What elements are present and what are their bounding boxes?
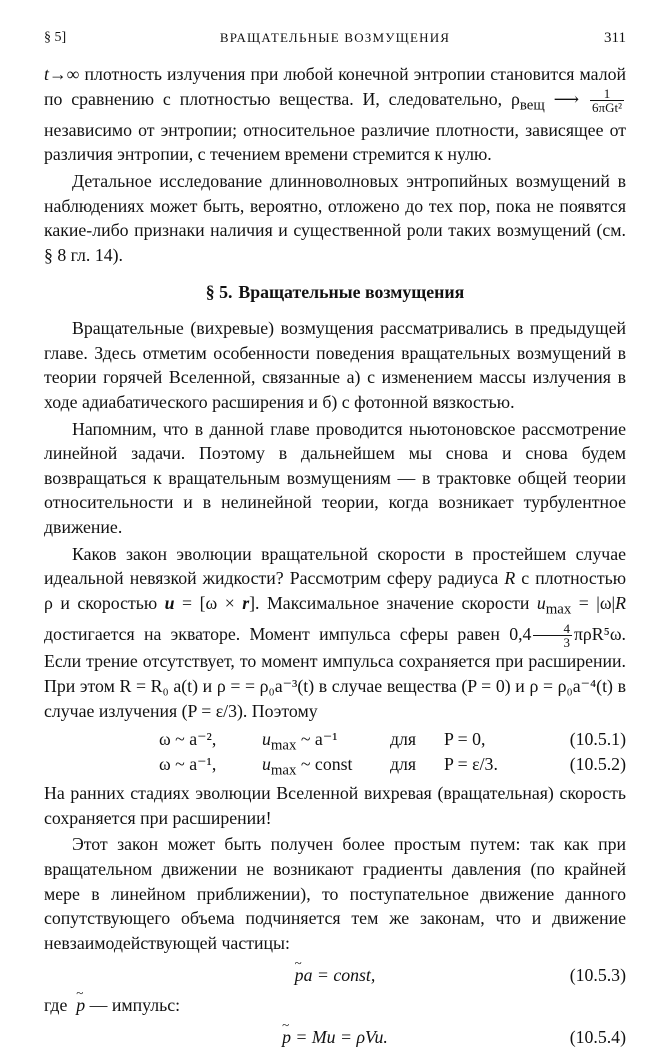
math-u-vector: u bbox=[164, 592, 175, 613]
section-heading bbox=[44, 280, 626, 304]
header-running-title: ВРАЩАТЕЛЬНЫЕ ВОЗМУЩЕНИЯ bbox=[219, 30, 451, 45]
para5-text-1: Каков закон эволюции вращательной скорости в простейшем случае идеальной невязкой жидкости? Рассмотрим сферу радиуса bbox=[44, 543, 626, 589]
eq2-number: (10.5.2) bbox=[569, 754, 626, 775]
fraction-denominator: 3 bbox=[563, 635, 570, 651]
para5-text-7: πρR⁵ω. Если трение отсутствует, то момент импульса сохраняется при расширении. При этом R = R₀ a(t) и ρ = = ρ₀a⁻³(t) в случае вещества (P = 0) и ρ = ρ₀a⁻⁴(t) в случае излучения (P = ε/3). Поэтому bbox=[44, 623, 626, 721]
eq2-for: для bbox=[390, 754, 417, 775]
fraction-4-over-3 bbox=[533, 622, 572, 649]
eq1-u: u bbox=[262, 729, 271, 750]
paragraph-continued bbox=[44, 62, 626, 167]
fraction-1-over-6piGt2 bbox=[590, 87, 624, 114]
subscript-max: max bbox=[545, 601, 572, 618]
para1-text-b: независимо от энтропии; относительное различие плотности, зависящее от различия энтропии, с течением времени стремится к нулю. bbox=[44, 119, 626, 165]
math-r-vector: r bbox=[242, 592, 250, 613]
math-p-tilde-2: ~ p bbox=[76, 993, 85, 1018]
paragraph-rotational-intro: Вращательные (вихревые) возмущения рассматривались в предыдущей главе. Здесь отметим особенности поведения вращательных возмущений в теории горячей Вселенной, связанные а) с изменением массы излучения в ходе адиабатического расширения и б) с фотонной вязкостью. bbox=[44, 318, 626, 413]
where-line bbox=[44, 993, 626, 1019]
where-word: где bbox=[44, 995, 68, 1016]
paragraph-early-stages: На ранних стадиях эволюции Вселенной вихревая (вращательная) скорость сохраняется при расширении! bbox=[44, 783, 626, 828]
eq1-lhs: ω ~ a⁻², bbox=[159, 729, 217, 750]
paragraph-rotation-law bbox=[44, 542, 626, 724]
equation-10-5-4 bbox=[44, 1025, 626, 1055]
eq2-condition: P = ε/3. bbox=[444, 754, 498, 775]
paragraph-simpler-derivation: Этот закон может быть получен более простым путем: так как при вращательном движении не возникают градиенты давления (по крайней мере в линейном приближении), то поступательное движение данного сопутствующего объема подчиняется тем же законам, что и движение невзаимодействующей частицы: bbox=[44, 834, 626, 953]
eq3-expression bbox=[295, 965, 376, 985]
eq2-u: u bbox=[262, 754, 271, 775]
para5-text-4: ]. Максимальное значение скорости bbox=[249, 592, 537, 613]
para5-text-2: с плотностью ρ и скоростью bbox=[44, 568, 626, 613]
eq1-condition: P = 0, bbox=[444, 729, 486, 750]
eq1-number: (10.5.1) bbox=[569, 729, 626, 750]
eq2-sub: max bbox=[270, 762, 297, 779]
page-number: 311 bbox=[604, 30, 626, 46]
math-R: R bbox=[504, 568, 516, 589]
math-umax: u bbox=[536, 592, 546, 613]
paragraph-entropy-observations: Детальное исследование длинноволновых энтропийных возмущений в наблюдениях может быть, вероятно, отложено до тех пор, пока не появятся какие-либо признаки наличия и существенной роли таких возмущений (см. § 8 гл. 14). bbox=[44, 170, 626, 265]
equation-10-5-3 bbox=[44, 963, 626, 993]
eq1-mid-rest: ~ a⁻¹ bbox=[296, 729, 338, 750]
eq1-sub: max bbox=[270, 737, 297, 754]
eq2-lhs: ω ~ a⁻¹, bbox=[159, 754, 217, 775]
fraction-numerator: 1 bbox=[590, 87, 624, 101]
eq4-expression bbox=[282, 1027, 388, 1047]
header-section-mark: § 5] bbox=[44, 30, 67, 45]
eq1-for: для bbox=[390, 729, 417, 750]
section-title: Вращательные возмущения bbox=[238, 282, 465, 303]
math-arrow: ⟶ bbox=[544, 88, 589, 109]
para5-text-5: = |ω| bbox=[571, 592, 616, 613]
math-p-tilde: ~ p bbox=[295, 963, 304, 988]
eq3-rest: a = const, bbox=[303, 965, 376, 986]
fraction-numerator: 4 bbox=[533, 622, 572, 636]
subscript-vesch: вещ bbox=[519, 97, 545, 114]
eq4-number: (10.5.4) bbox=[569, 1027, 626, 1048]
math-arrow-infinity: →∞ bbox=[48, 64, 80, 84]
equation-10-5-1 bbox=[44, 727, 626, 752]
eq4-rest: = Mu = ρVu. bbox=[290, 1027, 388, 1048]
running-header bbox=[44, 30, 626, 52]
math-p-tilde-3: ~ p bbox=[282, 1025, 291, 1050]
eq2-mid bbox=[262, 752, 352, 783]
equation-10-5-2 bbox=[44, 752, 626, 777]
eq2-mid-rest: ~ const bbox=[296, 754, 353, 775]
para1-text-a: плотность излучения при любой конечной энтропии становится малой по сравнению с плотностью вещества. И, следовательно, ρ bbox=[44, 64, 626, 109]
where-rest: — импульс: bbox=[85, 995, 181, 1016]
para5-text-6: достигается на экваторе. Момент импульса сферы равен 0,4 bbox=[44, 623, 532, 644]
page-body bbox=[44, 62, 626, 1055]
math-t: t bbox=[44, 64, 49, 84]
section-number: § 5. bbox=[205, 282, 233, 303]
math-R-2: R bbox=[615, 592, 626, 613]
eq3-number: (10.5.3) bbox=[569, 965, 626, 986]
fraction-denominator: 6πGt² bbox=[592, 100, 622, 116]
paragraph-newtonian-note: Напомним, что в данной главе проводится ньютоновское рассмотрение линейной задачи. Поэтому в дальнейшем мы снова и снова будем возвращаться к вращательным возмущениям — в трактовке общей теории относительности и в нелинейной теории, когда возникает турбулентное движение. bbox=[44, 418, 626, 538]
para5-text-3: = [ω × bbox=[174, 592, 243, 613]
